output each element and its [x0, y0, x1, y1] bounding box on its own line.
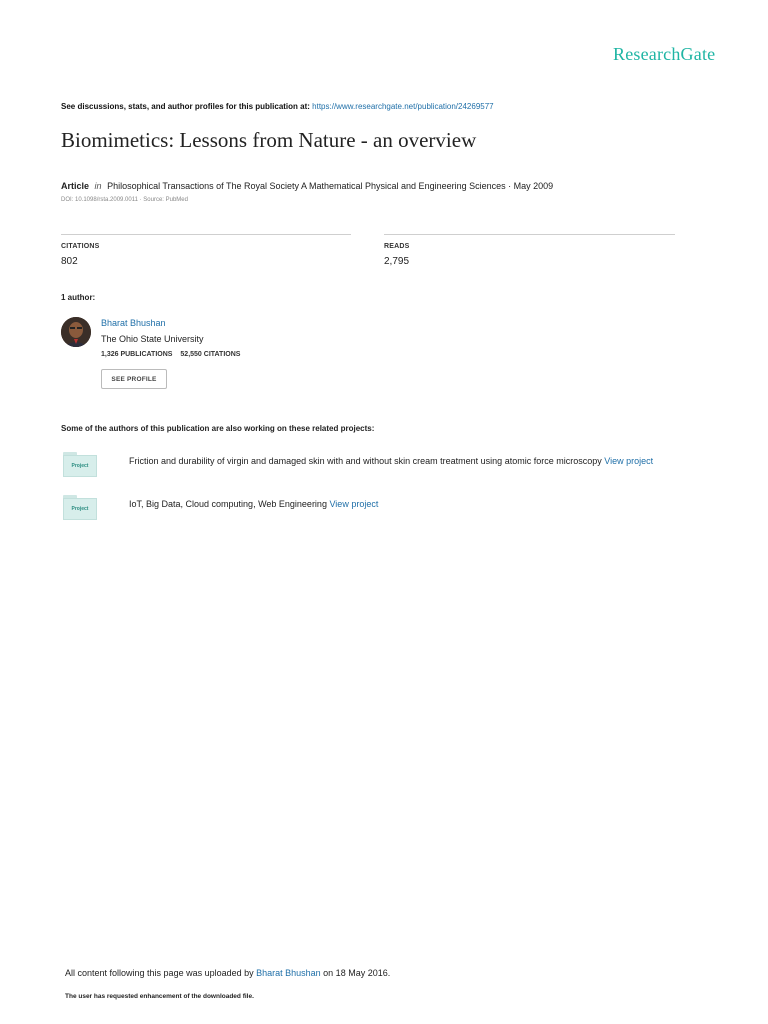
project-folder-label: Project	[63, 498, 97, 520]
project-description	[129, 499, 378, 509]
stats-divider-right	[384, 234, 675, 235]
enhancement-note: The user has requested enhancement of the downloaded file.	[65, 993, 254, 1000]
upload-info	[65, 968, 390, 978]
citations-value: 802	[61, 256, 78, 267]
project-folder-icon	[63, 495, 97, 521]
stats-divider-left	[61, 234, 351, 235]
author-name-link[interactable]: Bharat Bhushan	[101, 318, 166, 328]
researchgate-logo[interactable]: ResearchGate	[613, 44, 716, 64]
reads-value: 2,795	[384, 256, 410, 267]
article-venue: Philosophical Transactions of The Royal Society A Mathematical Physical and Engineering Sciences · May 2009	[107, 181, 554, 191]
publication-url-link[interactable]: https://www.researchgate.net/publication/24269577	[312, 102, 494, 111]
related-projects-heading: Some of the authors of this publication are also working on these related projects:	[61, 424, 375, 433]
author-photo-icon	[61, 317, 91, 347]
view-project-link[interactable]: View project	[329, 499, 379, 509]
author-institution: The Ohio State University	[101, 334, 204, 344]
author-citations-count: 52,550 CITATIONS	[180, 351, 241, 358]
author-publications-count: 1,326 PUBLICATIONS	[101, 351, 173, 358]
citations-label: CITATIONS	[61, 243, 100, 250]
reads-label: READS	[384, 243, 410, 250]
project-folder-label: Project	[63, 455, 97, 477]
author-stats	[101, 351, 246, 358]
project-title: IoT, Big Data, Cloud computing, Web Engineering	[129, 499, 327, 509]
upload-prefix: All content following this page was uploaded by	[65, 968, 257, 978]
doi-line: DOI: 10.1098/rsta.2009.0011 · Source: PubMed	[61, 197, 188, 203]
article-info-line	[61, 181, 553, 191]
see-profile-button[interactable]: SEE PROFILE	[101, 369, 167, 389]
uploader-link[interactable]: Bharat Bhushan	[256, 968, 321, 978]
publication-title: Biomimetics: Lessons from Nature - an overview	[61, 128, 477, 152]
upload-suffix: on 18 May 2016.	[320, 968, 391, 978]
disclaimer-text: See discussions, stats, and author profiles for this publication at:	[61, 102, 313, 111]
project-description	[129, 456, 653, 466]
project-folder-icon	[63, 452, 97, 478]
project-title: Friction and durability of virgin and damaged skin with and without skin cream treatment using atomic force microscopy	[129, 456, 602, 466]
view-project-link[interactable]: View project	[604, 456, 654, 466]
author-avatar[interactable]	[61, 317, 91, 347]
article-type: Article	[61, 181, 90, 191]
disclaimer-line	[61, 102, 494, 111]
authors-heading: 1 author:	[61, 293, 96, 302]
article-in-word: in	[94, 181, 102, 191]
